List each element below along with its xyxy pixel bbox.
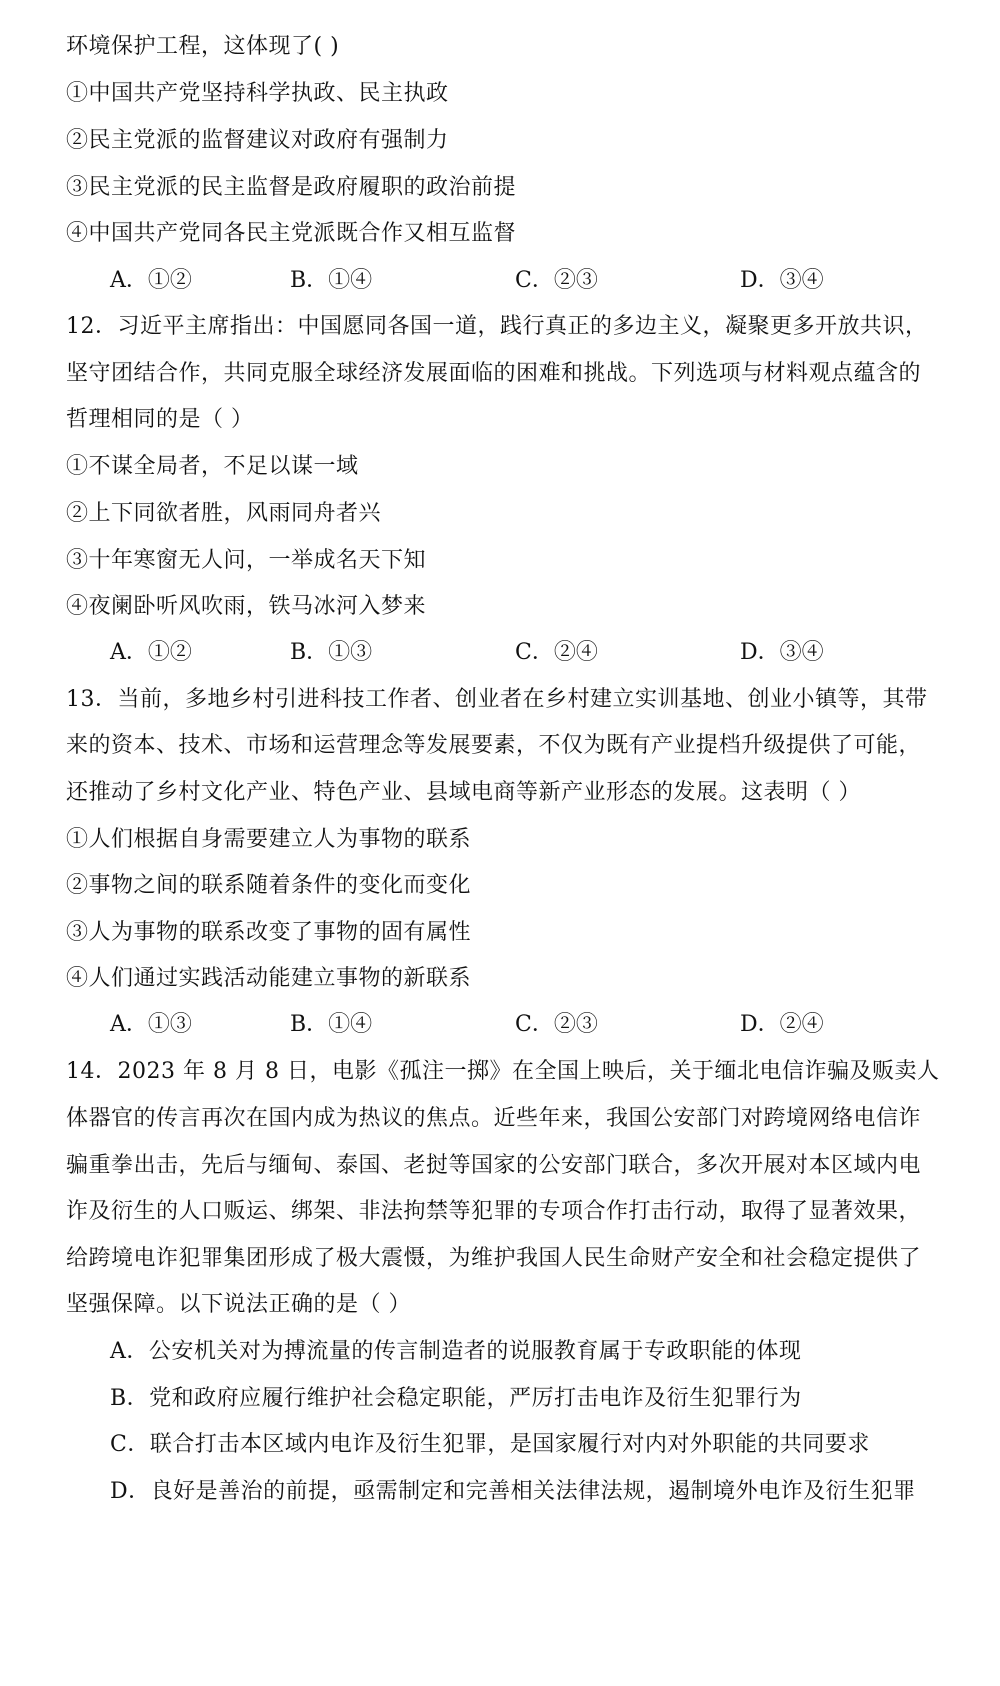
q11-option-c[interactable]: C．②③	[515, 268, 598, 293]
q13-stem-line-1: 13．当前，多地乡村引进科技工作者、创业者在乡村建立实训基地、创业小镇等，其带	[66, 687, 928, 712]
q14-option-a[interactable]: A．公安机关对为搏流量的传言制造者的说服教育属于专政职能的体现	[110, 1339, 802, 1364]
q14-option-c[interactable]: C．联合打击本区域内电诈及衍生犯罪，是国家履行对内对外职能的共同要求	[110, 1432, 870, 1457]
q11-item-4: ④中国共产党同各民主党派既合作又相互监督	[66, 221, 517, 246]
q13-stem-line-3: 还推动了乡村文化产业、特色产业、县域电商等新产业形态的发展。这表明（ ）	[66, 780, 861, 805]
q11-option-d[interactable]: D．③④	[740, 268, 824, 293]
q14-stem-line-2: 体器官的传言再次在国内成为热议的焦点。近些年来，我国公安部门对跨境网络电信诈	[66, 1106, 922, 1131]
q14-option-b[interactable]: B．党和政府应履行维护社会稳定职能，严厉打击电诈及衍生犯罪行为	[110, 1386, 802, 1411]
q11-option-a[interactable]: A．①②	[110, 268, 192, 293]
q14-stem-line-3: 骗重拳出击，先后与缅甸、泰国、老挝等国家的公安部门联合，多次开展对本区域内电	[66, 1153, 922, 1178]
q11-option-b[interactable]: B．①④	[290, 268, 373, 293]
q11-stem-tail: 环境保护工程，这体现了( )	[66, 34, 340, 59]
q11-item-2: ②民主党派的监督建议对政府有强制力	[66, 128, 449, 153]
q13-stem-line-2: 来的资本、技术、市场和运营理念等发展要素，不仅为既有产业提档升级提供了可能，	[66, 733, 922, 758]
q12-option-b[interactable]: B．①③	[290, 640, 373, 665]
q12-option-d[interactable]: D．③④	[740, 640, 824, 665]
q11-item-1: ①中国共产党坚持科学执政、民主执政	[66, 81, 449, 106]
q13-item-2: ②事物之间的联系随着条件的变化而变化	[66, 873, 472, 898]
q14-stem-line-6: 坚强保障。以下说法正确的是（ ）	[66, 1292, 411, 1317]
q12-stem-line-2: 坚守团结合作，共同克服全球经济发展面临的困难和挑战。下列选项与材料观点蕴含的	[66, 361, 922, 386]
q12-item-2: ②上下同欲者胜，风雨同舟者兴	[66, 501, 382, 526]
q13-option-b[interactable]: B．①④	[290, 1012, 373, 1037]
q11-item-3: ③民主党派的民主监督是政府履职的政治前提	[66, 175, 517, 200]
q12-item-3: ③十年寒窗无人问，一举成名天下知	[66, 548, 427, 573]
q12-option-a[interactable]: A．①②	[110, 640, 192, 665]
q13-option-d[interactable]: D．②④	[740, 1012, 824, 1037]
q12-stem-line-1: 12．习近平主席指出：中国愿同各国一道，践行真正的多边主义，凝聚更多开放共识，	[66, 314, 928, 339]
q14-stem-line-4: 诈及衍生的人口贩运、绑架、非法拘禁等犯罪的专项合作打击行动，取得了显著效果，	[66, 1199, 922, 1224]
q14-stem-line-1: 14．2023 年 8 月 8 日，电影《孤注一掷》在全国上映后，关于缅北电信诈骗及贩卖人	[66, 1059, 940, 1084]
q14-stem-line-5: 给跨境电诈犯罪集团形成了极大震慑，为维护我国人民生命财产安全和社会稳定提供了	[66, 1246, 922, 1271]
q14-option-d[interactable]: D．良好是善治的前提，亟需制定和完善相关法律法规，遏制境外电诈及衍生犯罪	[110, 1479, 916, 1504]
q12-option-c[interactable]: C．②④	[515, 640, 598, 665]
q12-item-1: ①不谋全局者，不足以谋一域	[66, 454, 359, 479]
q13-item-3: ③人为事物的联系改变了事物的固有属性	[66, 920, 472, 945]
q13-option-a[interactable]: A．①③	[110, 1012, 192, 1037]
q13-item-4: ④人们通过实践活动能建立事物的新联系	[66, 966, 472, 991]
q12-item-4: ④夜阑卧听风吹雨，铁马冰河入梦来	[66, 594, 427, 619]
q12-stem-line-3: 哲理相同的是（ ）	[66, 407, 254, 432]
q13-item-1: ①人们根据自身需要建立人为事物的联系	[66, 827, 472, 852]
q13-option-c[interactable]: C．②③	[515, 1012, 598, 1037]
